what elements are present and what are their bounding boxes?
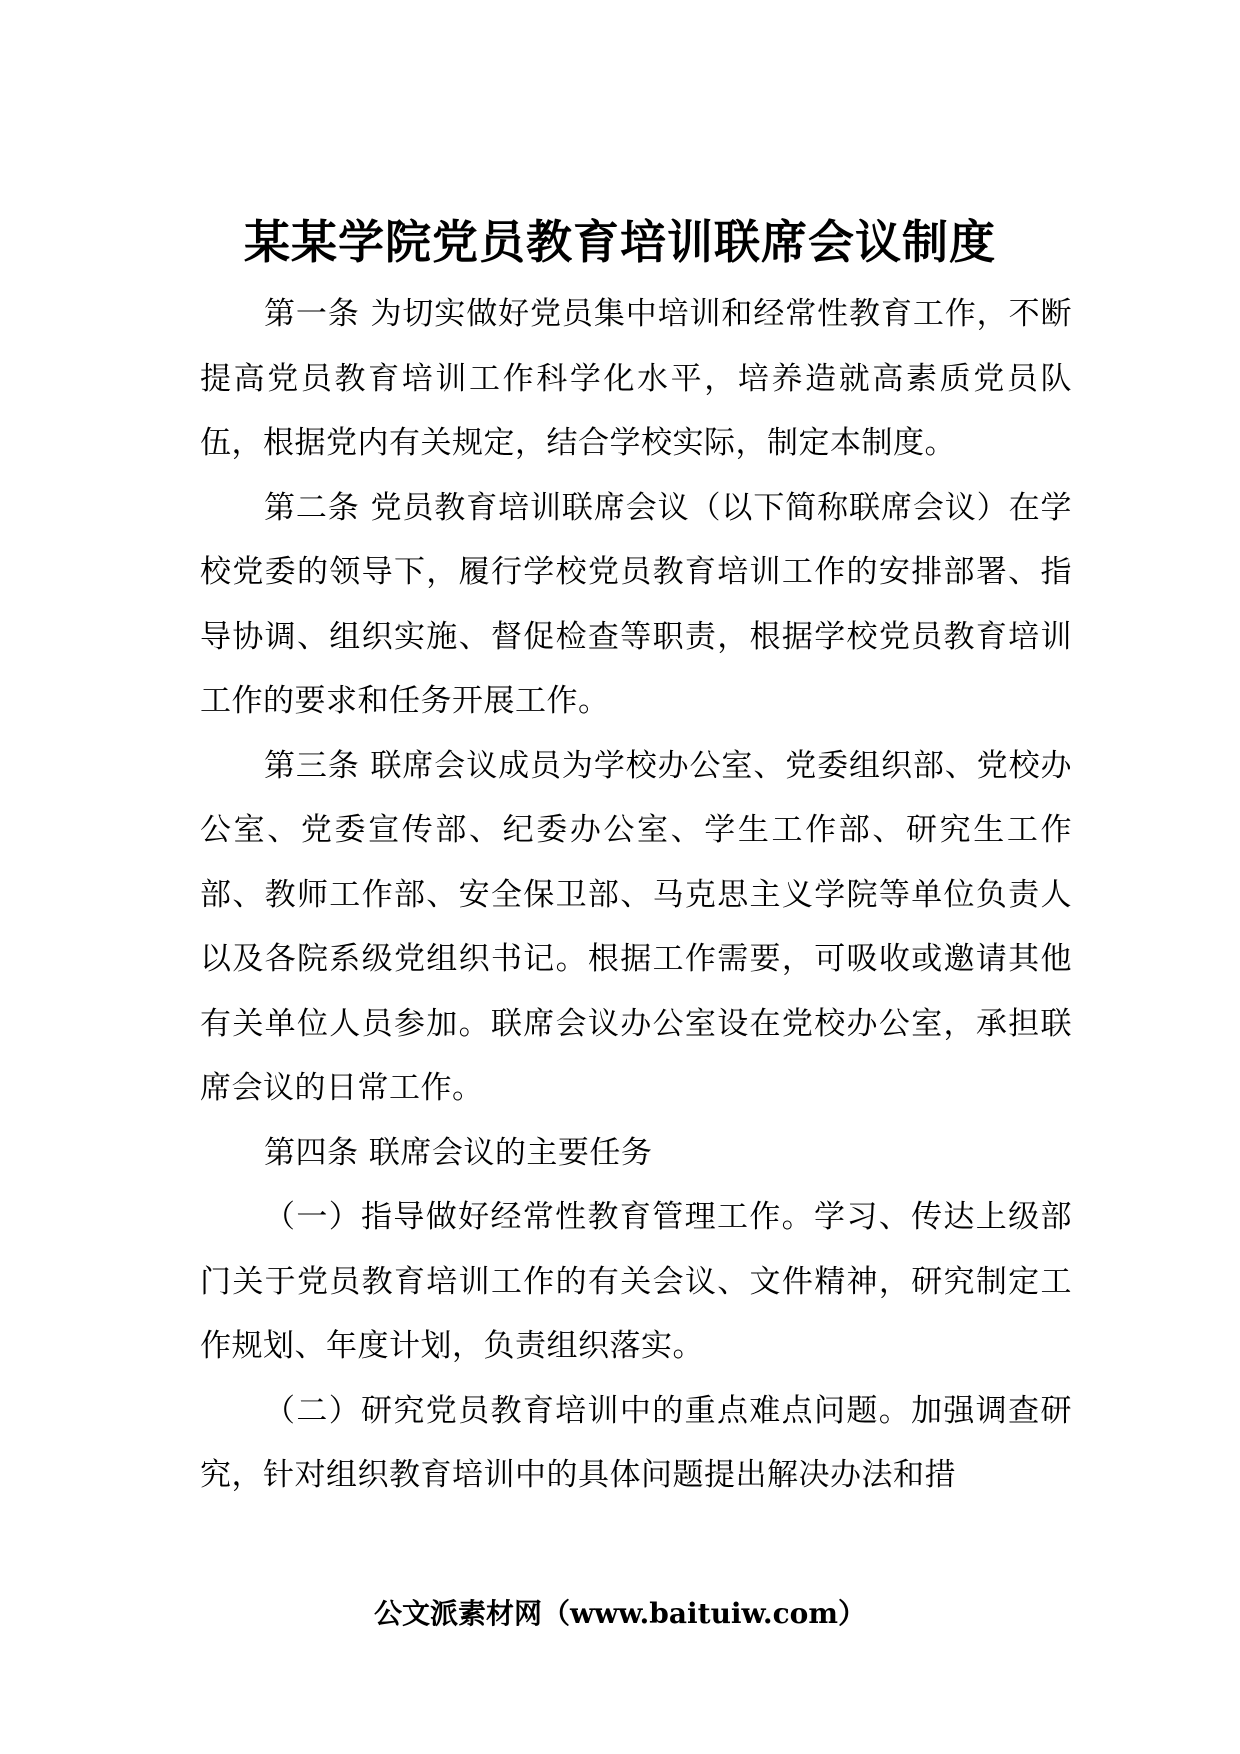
document-body (200, 282, 1072, 1508)
task-1-paragraph: （一）指导做好经常性教育管理工作。学习、传达上级部门关于党员教育培训工作的有关会议、文件精神，研究制定工作规划、年度计划，负责组织落实。 (200, 1199, 1072, 1364)
source-footer: 公文派素材网（www.baituiw.com） (374, 1597, 866, 1630)
document-title: 某某学院党员教育培训联席会议制度 (244, 215, 996, 269)
article-1-paragraph: 第一条 为切实做好党员集中培训和经常性教育工作，不断提高党员教育培训工作科学化水平，培养造就高素质党员队伍，根据党内有关规定，结合学校实际，制定本制度。 (200, 296, 1072, 461)
task-2-paragraph: （二）研究党员教育培训中的重点难点问题。加强调查研究，针对组织教育培训中的具体问题提出解决办法和措 (200, 1392, 1072, 1493)
article-3-paragraph: 第三条 联席会议成员为学校办公室、党委组织部、党校办公室、党委宣传部、纪委办公室、学生工作部、研究生工作部、教师工作部、安全保卫部、马克思主义学院等单位负责人以及各院系级党组织书记。根据工作需要，可吸收或邀请其他有关单位人员参加。联席会议办公室设在党校办公室，承担联席会议的日常工作。 (200, 747, 1072, 1106)
article-4-heading: 第四条 联席会议的主要任务 (264, 1134, 653, 1171)
article-2-paragraph: 第二条 党员教育培训联席会议（以下简称联席会议）在学校党委的领导下，履行学校党员教育培训工作的安排部署、指导协调、组织实施、督促检查等职责，根据学校党员教育培训工作的要求和任务开展工作。 (200, 489, 1072, 719)
